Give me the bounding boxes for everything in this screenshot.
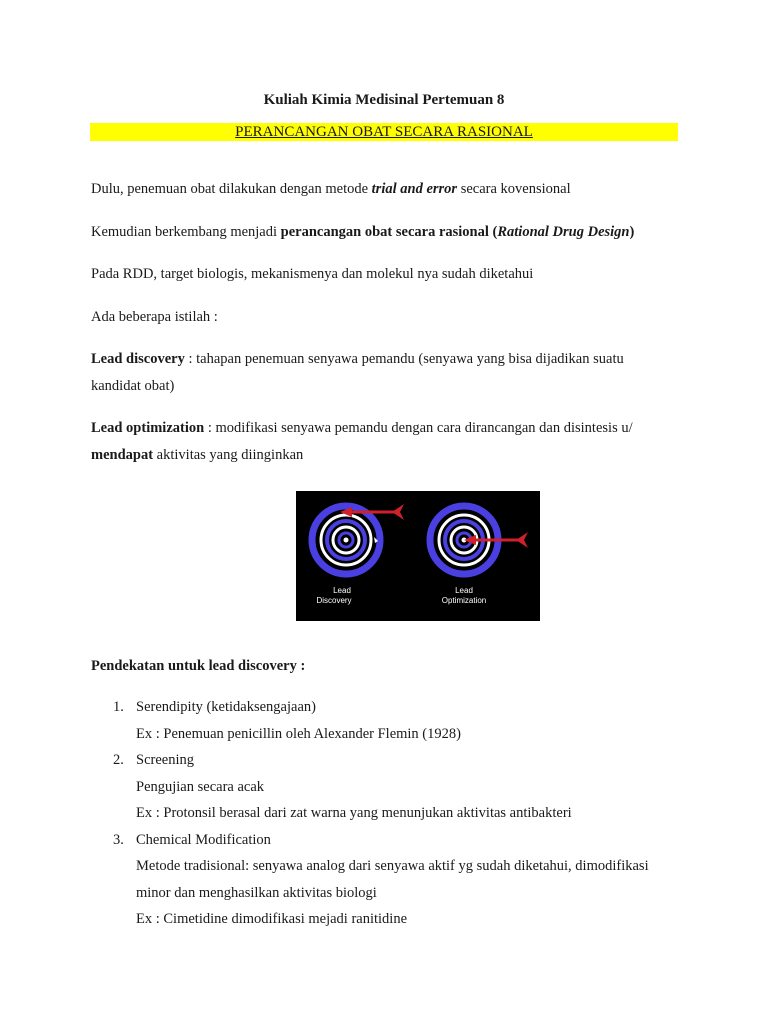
list-item-line: Ex : Protonsil berasal dari zat warna yang menunjukan aktivitas antibakteri	[136, 805, 572, 821]
list-item	[91, 694, 681, 747]
paragraph-text: aktivitas yang diinginkan	[153, 447, 304, 463]
bold-text: )	[629, 224, 635, 240]
paragraph-rdd-target: Pada RDD, target biologis, mekanismenya dan molekul nya sudah diketahui	[91, 266, 534, 282]
emphasis-text: Rational Drug Design	[497, 224, 630, 240]
paragraph-text: Dulu, penemuan obat dilakukan dengan metode	[91, 181, 372, 197]
list-number: 1.	[113, 699, 124, 715]
subtitle-text: PERANCANGAN OBAT SECARA RASIONAL	[235, 124, 533, 140]
document-title: Kuliah Kimia Medisinal Pertemuan 8	[263, 92, 505, 108]
paragraph-text: kandidat obat)	[91, 378, 175, 394]
list-item-line: Ex : Cimetidine dimodifikasi mejadi ranitidine	[136, 911, 408, 927]
paragraph-history	[91, 176, 681, 203]
list-item-line: Ex : Penemuan penicillin oleh Alexander Flemin (1928)	[136, 725, 461, 742]
paragraph-lead-discovery	[91, 346, 681, 400]
list-item-line: Metode tradisional: senyawa analog dari senyawa aktif yg sudah diketahui, dimodifikasi	[136, 858, 649, 874]
target-illustration	[296, 491, 540, 621]
list-item	[91, 827, 681, 933]
figure-label: Lead	[333, 586, 351, 595]
list-item	[91, 747, 681, 827]
paragraph-text: Kemudian berkembang menjadi	[91, 224, 281, 240]
list-item-line: Screening	[136, 752, 194, 768]
document-subtitle	[90, 123, 678, 141]
figure-label: Optimization	[441, 596, 487, 605]
paragraph-text: secara kovensional	[457, 181, 571, 197]
paragraph-text: : modifikasi senyawa pemandu dengan cara dirancangan dan disintesis u/	[204, 420, 633, 436]
paragraph-terms-intro: Ada beberapa istilah :	[91, 309, 218, 325]
figure-label: Lead	[455, 586, 473, 595]
list-item-line: minor dan menghasilkan aktivitas biologi	[136, 884, 377, 901]
list-item-line: Chemical Modification	[136, 831, 271, 848]
lead-target-figure	[296, 491, 540, 621]
figure-label: Discovery	[316, 596, 352, 605]
list-number: 3.	[113, 831, 124, 848]
paragraph-text: : tahapan penemuan senyawa pemandu (senyawa yang bisa dijadikan suatu	[184, 351, 624, 367]
approach-list	[91, 694, 681, 933]
paragraph-rdd	[91, 219, 681, 246]
left-target-icon	[312, 506, 380, 574]
list-item-line: Serendipity (ketidaksengajaan)	[136, 699, 316, 715]
paragraph-lead-optimization	[91, 415, 681, 469]
bold-text: mendapat	[91, 447, 154, 463]
list-number: 2.	[113, 752, 124, 768]
list-item-line: Pengujian secara acak	[136, 778, 265, 795]
term-lead-discovery: Lead discovery	[91, 351, 185, 367]
term-lead-optimization: Lead optimization	[91, 420, 205, 436]
bold-text: perancangan obat secara rasional (	[280, 224, 498, 240]
section-heading: Pendekatan untuk lead discovery :	[91, 658, 306, 674]
emphasis-text: trial and error	[371, 181, 458, 197]
bullseye	[344, 538, 349, 543]
